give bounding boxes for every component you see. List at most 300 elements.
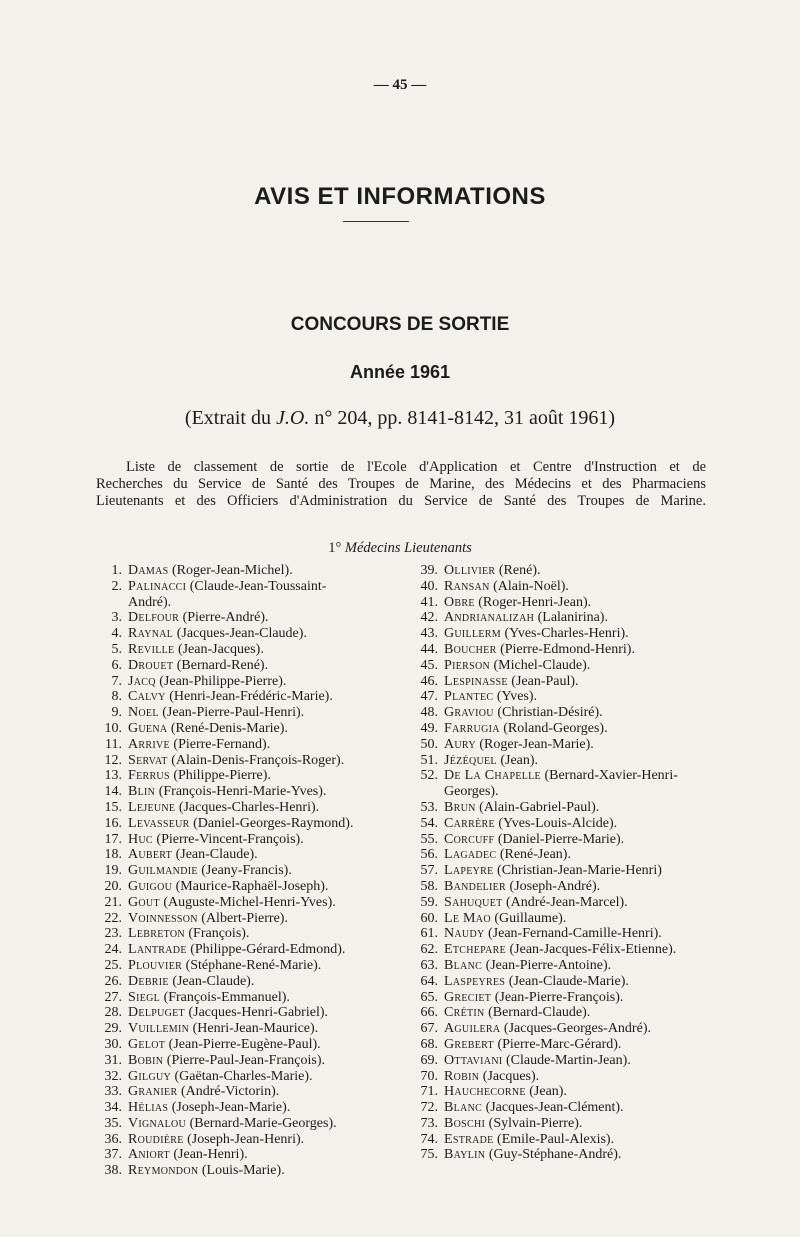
rank-number: 23. — [104, 926, 122, 942]
entry-text — [444, 737, 712, 753]
surname: De La Chapelle — [444, 768, 541, 784]
given-names: (Jean). — [529, 1084, 567, 1100]
surname: Servat — [128, 752, 168, 768]
rank-number: 58. — [420, 878, 438, 894]
given-names: (Pierre-Paul-Jean-François). — [166, 1052, 325, 1068]
list-item — [412, 974, 712, 990]
entry-text — [444, 974, 712, 990]
list-item — [96, 563, 396, 579]
surname: Andrianalizah — [444, 610, 535, 626]
list-item — [96, 816, 396, 832]
list-item — [96, 1005, 396, 1021]
surname: Huc — [128, 831, 153, 847]
entry-text — [444, 768, 712, 784]
surname: Grebert — [444, 1036, 494, 1052]
list-item — [96, 895, 396, 911]
surname: Raynal — [128, 626, 174, 642]
rank-number: 8. — [111, 689, 122, 705]
list-item — [412, 610, 712, 626]
given-names: (Jean-Claude). — [172, 973, 255, 989]
surname: Etchepare — [444, 942, 507, 958]
surname: Aury — [444, 736, 476, 752]
given-names: (Jean-Pierre-Eugène-Paul). — [168, 1036, 321, 1052]
list-item — [412, 1132, 712, 1148]
given-names: (Jean-Fernand-Camille-Henri). — [488, 926, 662, 942]
entry-text — [444, 563, 712, 579]
rank-number: 14. — [104, 784, 122, 800]
entry-text — [128, 658, 396, 674]
surname: Granier — [128, 1084, 178, 1100]
surname: Debrie — [128, 973, 169, 989]
entry-text — [128, 1053, 396, 1069]
title-rule — [343, 221, 409, 222]
given-names: (Jean-Philippe-Pierre). — [159, 673, 287, 689]
list-item — [96, 1116, 396, 1132]
entry-text — [128, 579, 396, 595]
list-item — [96, 847, 396, 863]
surname: Reymondon — [128, 1163, 199, 1179]
entry-text — [128, 642, 396, 658]
surname: Lebreton — [128, 926, 185, 942]
entry-text — [128, 674, 396, 690]
given-names: (Jean-Pierre-Antoine). — [485, 957, 612, 973]
rank-number: 18. — [104, 847, 122, 863]
rank-number: 39. — [420, 563, 438, 578]
entry-continuation: André). — [128, 594, 172, 610]
given-names: (François). — [188, 926, 250, 942]
list-item — [412, 926, 712, 942]
surname: Lantrade — [128, 942, 187, 958]
rank-number: 50. — [420, 736, 438, 752]
rank-number: 40. — [420, 578, 438, 594]
rank-number: 49. — [420, 720, 438, 736]
given-names: (André-Jean-Marcel). — [506, 894, 628, 910]
given-names: (Emile-Paul-Alexis). — [497, 1131, 615, 1147]
entry-text — [128, 626, 396, 642]
rank-number: 13. — [104, 768, 122, 784]
rank-number: 20. — [104, 878, 122, 894]
rank-number: 67. — [420, 1021, 438, 1037]
rank-number: 2. — [111, 578, 122, 594]
given-names: (Henri-Jean-Maurice). — [192, 1021, 319, 1037]
rank-number: 75. — [420, 1147, 438, 1163]
list-item — [412, 1005, 712, 1021]
list-item — [96, 1100, 396, 1116]
given-names: (Alain-Noël). — [493, 578, 569, 594]
entry-text — [128, 1100, 396, 1116]
list-item — [96, 1084, 396, 1100]
entry-text — [128, 958, 396, 974]
surname: Lagadec — [444, 847, 497, 863]
rank-number: 43. — [420, 626, 438, 642]
given-names: (René). — [498, 563, 541, 578]
surname: Calvy — [128, 689, 166, 705]
rank-number: 47. — [420, 689, 438, 705]
list-item — [96, 721, 396, 737]
given-names: (Lalanirina). — [537, 610, 608, 626]
source-suffix: n° 204, pp. 8141-8142, 31 août 1961) — [309, 407, 616, 429]
entry-text — [128, 863, 396, 879]
given-names: (Jean-Claude-Marie). — [508, 973, 629, 989]
surname: Gelot — [128, 1036, 166, 1052]
surname: Greciet — [444, 989, 492, 1005]
surname: Guena — [128, 720, 168, 736]
list-item — [96, 579, 396, 595]
rank-number: 33. — [104, 1084, 122, 1100]
list-item — [412, 753, 712, 769]
given-names: (Roland-Georges). — [503, 720, 608, 736]
rank-number: 6. — [111, 657, 122, 673]
entry-text — [444, 1147, 712, 1163]
entry-text — [444, 753, 712, 769]
rank-number: 32. — [104, 1068, 122, 1084]
entry-text — [128, 911, 396, 927]
rank-number: 4. — [111, 626, 122, 642]
surname: Plantec — [444, 689, 494, 705]
rank-number: 11. — [105, 736, 122, 752]
rank-number: 21. — [104, 894, 122, 910]
entry-continuation: Georges). — [444, 784, 499, 800]
rank-number: 60. — [420, 910, 438, 926]
entry-text — [128, 784, 396, 800]
given-names: (Pierre-Edmond-Henri). — [500, 641, 635, 657]
entry-text — [444, 800, 712, 816]
rank-number: 52. — [420, 768, 438, 784]
entry-text — [128, 800, 396, 816]
given-names: (Jacques-Henri-Gabriel). — [188, 1005, 328, 1021]
rank-number: 36. — [104, 1131, 122, 1147]
given-names: (Roger-Jean-Michel). — [172, 563, 293, 578]
rank-number: 54. — [420, 815, 438, 831]
surname: Noel — [128, 705, 159, 721]
surname: Vignalou — [128, 1115, 187, 1131]
subsection-number: 1° — [328, 540, 342, 556]
list-item — [412, 1147, 712, 1163]
entry-text — [444, 626, 712, 642]
list-item — [412, 768, 712, 784]
rank-number: 17. — [104, 831, 122, 847]
rank-number: 16. — [104, 815, 122, 831]
surname: Levasseur — [128, 815, 190, 831]
list-item — [412, 1100, 712, 1116]
rank-number: 9. — [111, 705, 122, 721]
given-names: (François-Henri-Marie-Yves). — [158, 784, 327, 800]
entry-text — [444, 1084, 712, 1100]
year-heading: Année 1961 — [349, 362, 451, 382]
surname: Guillerm — [444, 626, 501, 642]
page-title: AVIS ET INFORMATIONS — [254, 183, 546, 210]
rank-number: 3. — [111, 610, 122, 626]
list-item — [412, 911, 712, 927]
surname: Aubert — [128, 847, 173, 863]
surname: Hauchecorne — [444, 1084, 526, 1100]
entry-text — [444, 895, 712, 911]
surname: Ollivier — [444, 563, 496, 578]
rank-number: 42. — [420, 610, 438, 626]
entry-text — [128, 816, 396, 832]
entry-text — [128, 926, 396, 942]
entry-text — [444, 579, 712, 595]
given-names: (Claude-Martin-Jean). — [505, 1052, 631, 1068]
given-names: (Maurice-Raphaël-Joseph). — [175, 878, 329, 894]
entry-text — [128, 990, 396, 1006]
rank-number: 45. — [420, 657, 438, 673]
rank-number: 35. — [104, 1115, 122, 1131]
given-names: (Bernard-Xavier-Henri- — [544, 768, 678, 784]
list-item — [96, 1037, 396, 1053]
surname: Arrive — [128, 736, 170, 752]
rank-number: 68. — [420, 1036, 438, 1052]
surname: Obre — [444, 594, 475, 610]
entry-text — [128, 705, 396, 721]
entry-text — [128, 1069, 396, 1085]
list-item — [96, 753, 396, 769]
surname: Blanc — [444, 957, 483, 973]
surname: Brun — [444, 799, 476, 815]
rank-number: 51. — [420, 752, 438, 768]
entry-text — [444, 1069, 712, 1085]
surname: Lapeyre — [444, 863, 494, 879]
rank-number: 53. — [420, 799, 438, 815]
rank-number: 46. — [420, 673, 438, 689]
given-names: (Henri-Jean-Frédéric-Marie). — [169, 689, 333, 705]
entry-text — [444, 942, 712, 958]
surname: Crétin — [444, 1005, 485, 1021]
entry-text — [128, 1005, 396, 1021]
surname: Hélias — [128, 1100, 169, 1116]
given-names: (Jean-Jacques). — [177, 641, 264, 657]
rank-number: 12. — [104, 752, 122, 768]
entry-text — [444, 863, 712, 879]
rank-number: 66. — [420, 1005, 438, 1021]
entry-text — [444, 1037, 712, 1053]
list-item — [96, 974, 396, 990]
list-item — [412, 958, 712, 974]
list-item — [96, 958, 396, 974]
list-item — [412, 579, 712, 595]
surname: Gilguy — [128, 1068, 172, 1084]
entry-text — [444, 990, 712, 1006]
list-item — [96, 642, 396, 658]
rank-number: 30. — [104, 1036, 122, 1052]
rank-number: 25. — [104, 957, 122, 973]
list-item — [96, 1053, 396, 1069]
rank-number: 69. — [420, 1052, 438, 1068]
given-names: (Louis-Marie). — [201, 1163, 285, 1179]
rank-number: 5. — [111, 641, 122, 657]
surname: Farrugia — [444, 720, 500, 736]
given-names: (Pierre-André). — [182, 610, 269, 626]
entry-text — [444, 926, 712, 942]
given-names: (Claude-Jean-Toussaint- — [189, 578, 327, 594]
surname: Guilmandie — [128, 863, 198, 879]
entry-text — [128, 1021, 396, 1037]
surname: Bobin — [128, 1052, 164, 1068]
given-names: (Jacques-Charles-Henri). — [178, 799, 320, 815]
list-item — [412, 816, 712, 832]
surname: Blin — [128, 784, 156, 800]
ranking-list-right — [412, 563, 712, 1163]
list-item — [412, 1116, 712, 1132]
given-names: (Bernard-Marie-Georges). — [189, 1115, 337, 1131]
given-names: (Jean-Pierre-François). — [494, 989, 624, 1005]
surname: Boucher — [444, 641, 497, 657]
surname: Pierson — [444, 657, 490, 673]
subsection-label: Médecins Lieutenants — [344, 540, 472, 556]
entry-text — [444, 595, 712, 611]
intro-line: Lieutenants et des Officiers d'Administration du Service de Santé des Troupes de Marine. — [96, 493, 706, 509]
rank-number: 24. — [104, 942, 122, 958]
entry-text — [128, 1147, 396, 1163]
surname: Roudière — [128, 1131, 184, 1147]
list-item — [96, 990, 396, 1006]
surname: Naudy — [444, 926, 485, 942]
given-names: (Bernard-René). — [176, 657, 269, 673]
rank-number: 38. — [104, 1163, 122, 1179]
list-item — [96, 705, 396, 721]
list-item — [412, 674, 712, 690]
rank-number: 34. — [104, 1100, 122, 1116]
given-names: (Albert-Pierre). — [201, 910, 288, 926]
given-names: (Yves-Charles-Henri). — [504, 626, 629, 642]
list-item — [96, 1163, 396, 1179]
list-item — [96, 784, 396, 800]
given-names: (Philippe-Gérard-Edmond). — [190, 942, 346, 958]
list-item — [96, 674, 396, 690]
entry-text — [444, 832, 712, 848]
entry-text — [128, 832, 396, 848]
surname: Ottaviani — [444, 1052, 503, 1068]
surname: Ransan — [444, 578, 490, 594]
intro-paragraph — [96, 459, 706, 510]
list-item — [412, 990, 712, 1006]
rank-number: 41. — [420, 594, 438, 610]
surname: Bandelier — [444, 878, 507, 894]
given-names: (Philippe-Pierre). — [173, 768, 271, 784]
given-names: (René-Jean). — [499, 847, 571, 863]
entry-text — [128, 974, 396, 990]
list-item — [96, 768, 396, 784]
list-item — [412, 1069, 712, 1085]
rank-number: 19. — [104, 863, 122, 879]
list-item — [96, 610, 396, 626]
rank-number: 62. — [420, 942, 438, 958]
given-names: (Joseph-André). — [509, 878, 601, 894]
surname: Lespinasse — [444, 673, 508, 689]
entry-text — [444, 642, 712, 658]
entry-text — [444, 1005, 712, 1021]
given-names: (Jean-Paul). — [511, 673, 579, 689]
surname: Guigou — [128, 878, 173, 894]
given-names: (Daniel-Georges-Raymond). — [193, 815, 354, 831]
surname: Robin — [444, 1068, 480, 1084]
entry-text — [128, 895, 396, 911]
surname: Le Mao — [444, 910, 491, 926]
entry-text — [128, 1037, 396, 1053]
given-names: (Yves). — [496, 689, 538, 705]
list-item — [412, 705, 712, 721]
surname: Aniort — [128, 1147, 170, 1163]
given-names: (Pierre-Marc-Gérard). — [497, 1036, 622, 1052]
given-names: (André-Victorin). — [180, 1084, 280, 1100]
surname: Siegl — [128, 989, 161, 1005]
rank-number: 74. — [420, 1131, 438, 1147]
surname: Ferrus — [128, 768, 170, 784]
given-names: (Jean-Jacques-Félix-Etienne). — [509, 942, 677, 958]
page-number: — 45 — — [373, 77, 427, 93]
rank-number: 73. — [420, 1115, 438, 1131]
entry-text — [128, 1084, 396, 1100]
rank-number: 72. — [420, 1100, 438, 1116]
rank-number: 37. — [104, 1147, 122, 1163]
list-item — [412, 942, 712, 958]
entry-text — [444, 816, 712, 832]
entry-text — [444, 674, 712, 690]
given-names: (Jean-Pierre-Paul-Henri). — [162, 705, 305, 721]
given-names: (Gaëtan-Charles-Marie). — [174, 1068, 313, 1084]
entry-text — [128, 563, 396, 579]
list-item — [96, 832, 396, 848]
given-names: (Daniel-Pierre-Marie). — [497, 831, 625, 847]
list-item — [96, 658, 396, 674]
surname: Delfour — [128, 610, 180, 626]
rank-number: 7. — [111, 673, 122, 689]
given-names: (Jacques-Jean-Claude). — [176, 626, 307, 642]
given-names: (Alain-Gabriel-Paul). — [479, 799, 600, 815]
list-item — [412, 800, 712, 816]
rank-number: 26. — [104, 973, 122, 989]
entry-text — [128, 1163, 396, 1179]
list-item — [412, 689, 712, 705]
given-names: (Jean-Claude). — [175, 847, 258, 863]
entry-text — [128, 942, 396, 958]
ranking-list-left — [96, 563, 396, 1179]
rank-number: 61. — [420, 926, 438, 942]
surname: Voinnesson — [128, 910, 198, 926]
list-item — [96, 1021, 396, 1037]
entry-text — [128, 1116, 396, 1132]
entry-text — [128, 753, 396, 769]
entry-text — [128, 1132, 396, 1148]
entry-text — [444, 879, 712, 895]
list-item — [412, 563, 712, 579]
list-item — [96, 942, 396, 958]
surname: Damas — [128, 563, 169, 578]
entry-text — [128, 737, 396, 753]
given-names: (Christian-Désiré). — [497, 705, 603, 721]
rank-number: 57. — [420, 863, 438, 879]
surname: Plouvier — [128, 957, 183, 973]
list-item — [96, 926, 396, 942]
given-names: (Joseph-Jean-Marie). — [171, 1100, 291, 1116]
entry-text — [444, 1053, 712, 1069]
rank-number: 22. — [104, 910, 122, 926]
list-item — [96, 800, 396, 816]
entry-text — [128, 610, 396, 626]
rank-number: 31. — [104, 1052, 122, 1068]
source-journal: J.O. — [276, 407, 310, 429]
list-item — [412, 863, 712, 879]
rank-number: 63. — [420, 957, 438, 973]
list-item — [412, 879, 712, 895]
list-item — [412, 737, 712, 753]
list-item — [412, 658, 712, 674]
surname: Corcuff — [444, 831, 495, 847]
given-names: (Sylvain-Pierre). — [488, 1115, 583, 1131]
subsection-title — [0, 540, 800, 557]
given-names: (Jacques). — [482, 1068, 540, 1084]
list-item — [96, 879, 396, 895]
